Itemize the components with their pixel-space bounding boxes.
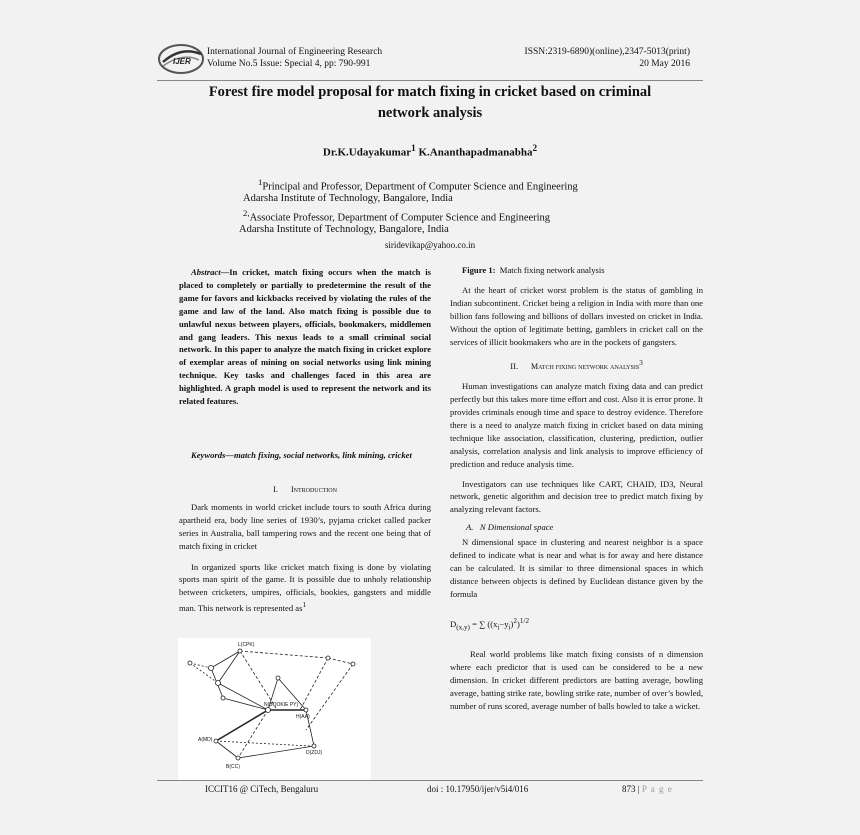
author-1: Dr.K.Udayakumar [322, 146, 412, 159]
gambling-paragraph: At the heart of cricket worst problem is the status of gambling in Indian subcontinent. Cricket being a religion in India with more than one billion fans following and billions of dollars invested on cricket in India. Without the option of legitimate betting, gamblers in cricket call on the services of illicit bookmakers who are in the pockets of gangsters. [450, 284, 703, 347]
footer-conference: ICCIT16 @ CiTech, Bengaluru [205, 784, 319, 794]
author-2-sup: 2 [532, 143, 538, 153]
page-separator: | [635, 784, 642, 794]
page-number: 873 [622, 784, 636, 794]
section-introduction [179, 483, 431, 615]
keywords-text: Keywords—match fixing, social networks, link mining, cricket [191, 450, 412, 460]
formula-yi: i [508, 623, 511, 632]
affiliation-2-dept: Associate Professor, Department of Computer Science and Engineering [249, 212, 551, 224]
right-column [450, 264, 703, 713]
page-word: P a g e [641, 784, 673, 794]
formula-close: ) [510, 618, 514, 629]
network-figure [178, 638, 371, 781]
section-1-number: I. [273, 484, 279, 494]
subsection-a-heading [450, 521, 703, 534]
formula-xi: i [497, 623, 500, 632]
paper-title [170, 82, 690, 124]
title-line-2: network analysis [377, 105, 483, 121]
investigation-paragraph: Human investigations can analyze match fixing data and can predict perfectly but this takes more time effort and cost. Also it is error prone. It provides criminals enough time and space to destroy evidence. Therefore there is a need to analyze match fixing in cricket based on data mining technique like association, classification, clustering, prediction, outlier analysis, correlation analysis and link analysis to improve efficiency of prediction and reduce analysis time. [450, 381, 703, 469]
intro-paragraph-2 [179, 561, 431, 615]
subsection-a-letter: A. [466, 522, 474, 533]
journal-issn: ISSN:2319-6890)(online),2347-5013(print) [524, 47, 690, 57]
figure-1-caption [450, 264, 703, 277]
figure-label-d: D(ZDJ) [306, 750, 323, 756]
intro-paragraph-2-text: In organized sports like cricket match fixing is done by violating sports man spirit of the game. It is possible due to unholy relationship between cricketers, umpires, officials, bookies, gangsters and middle man. This network is represented as [179, 561, 431, 614]
formula-d: D [450, 618, 457, 629]
journal-logo [157, 42, 205, 76]
affiliation-2-institute: Adarsha Institute of Technology, Bangalore, India [239, 224, 449, 235]
formula-end: ) [517, 618, 520, 629]
figure-label-b: B(CC) [226, 764, 240, 770]
abstract-text: —In cricket, match fixing occurs when the match is placed to completely or partially to predetermine the result of the game for favors and kickbacks received by violating the rules of the game and law of the land. Also match fixing is possible due to unlawful nexus between players, officials, bookmakers, middlemen and gang leaders. This nexus leads to a small criminal social network. In this paper to analyze the match fixing in cricket explore of exemplar areas of mining on social networks using link mining technique. Key tasks and challenges faced in this area are highlighted. A graph model is used to represent the network and its related features. [179, 267, 431, 407]
section-2-number: II. [510, 361, 519, 372]
author-2: K.Ananthapadmanabha [418, 146, 533, 159]
abstract [179, 266, 431, 408]
logo-text: IJER [173, 57, 191, 66]
figure-label-l: L(CPK) [238, 642, 255, 648]
formula-minus: −y [499, 618, 509, 629]
keywords [179, 449, 431, 462]
figure-label-h: H(AA) [296, 714, 310, 720]
section-2-heading [450, 357, 703, 374]
figure-1-caption-text: Match fixing network analysis [499, 265, 605, 275]
journal-issn-header [525, 46, 690, 70]
formula-sqrt-power: 1/2 [519, 616, 530, 625]
real-world-paragraph: Real world problems like match fixing consists of n dimension where each predictor that is used can be considered to be a new dimension. In cricket different predictors are batting average, bowling average, batting strike rate, bowling strike rate, number of over’s bowled, number of runs scored, average number of balls bowled to take a wicket. [450, 649, 703, 711]
title-line-1: Forest fire model proposal for match fixing in cricket based on criminal [208, 84, 652, 100]
footer-page [622, 784, 673, 794]
footer-doi: doi : 10.17950/ijer/v5i4/016 [427, 784, 529, 794]
intro-ref-sup: 1 [302, 601, 307, 610]
journal-header [207, 46, 382, 70]
formula-sum: = ∑ ((x [469, 618, 498, 629]
footer-divider [157, 780, 703, 781]
author-email: siridevikap@yahoo.co.in [384, 240, 476, 250]
section-1-title: Introduction [290, 485, 337, 494]
author-list [170, 143, 690, 159]
abstract-label: Abstract [191, 267, 221, 277]
affiliation-2-sup: 2, [243, 208, 250, 218]
journal-name: International Journal of Engineering Research [207, 47, 383, 57]
figure-label-a: A(MD) [198, 737, 213, 743]
affiliation-1-sup: 1 [258, 177, 263, 187]
figure-label-n: N(BOOKIE PY) [264, 702, 299, 708]
header-divider [157, 80, 703, 81]
figure-1-label: Figure 1: [462, 265, 496, 275]
intro-paragraph-1: Dark moments in world cricket include tours to south Africa during apartheid era, body line series of 1930’s, pyjama cricket called packer series in Australia, ball tampering rows and the recent one being that of match fixing in cricket [179, 501, 431, 551]
subsection-a-title: N Dimensional space [479, 522, 554, 533]
n-dimensional-paragraph: N dimensional space in clustering and nearest neighbor is a space defined to indicate what is near and what is for away and here distance can be calculated. It is similar to three dimensional spaces in which distance between objects is defined by Euclidean distance given by the formula [450, 537, 703, 599]
formula-square: 2 [513, 616, 517, 625]
affiliation-1-dept: Principal and Professor, Department of Computer Science and Engineering [262, 181, 578, 193]
section-2-sup: 3 [639, 359, 643, 368]
affiliation-1-institute: Adarsha Institute of Technology, Bangalore, India [243, 193, 453, 204]
euclidean-formula [450, 615, 703, 634]
journal-volume: Volume No.5 Issue: Special 4, pp: 790-991 [207, 59, 371, 69]
formula-sub: (x,y) [456, 623, 470, 632]
journal-date: 20 May 2016 [639, 59, 690, 69]
techniques-paragraph: Investigators can use techniques like CART, CHAID, ID3, Neural network, genetic algorithm and decision tree to predict match fixing by analyzing relevant factors. [450, 478, 703, 515]
section-1-heading [179, 483, 431, 497]
section-2-title: Match fixing network analysis [531, 362, 640, 372]
author-1-sup: 1 [411, 143, 416, 153]
